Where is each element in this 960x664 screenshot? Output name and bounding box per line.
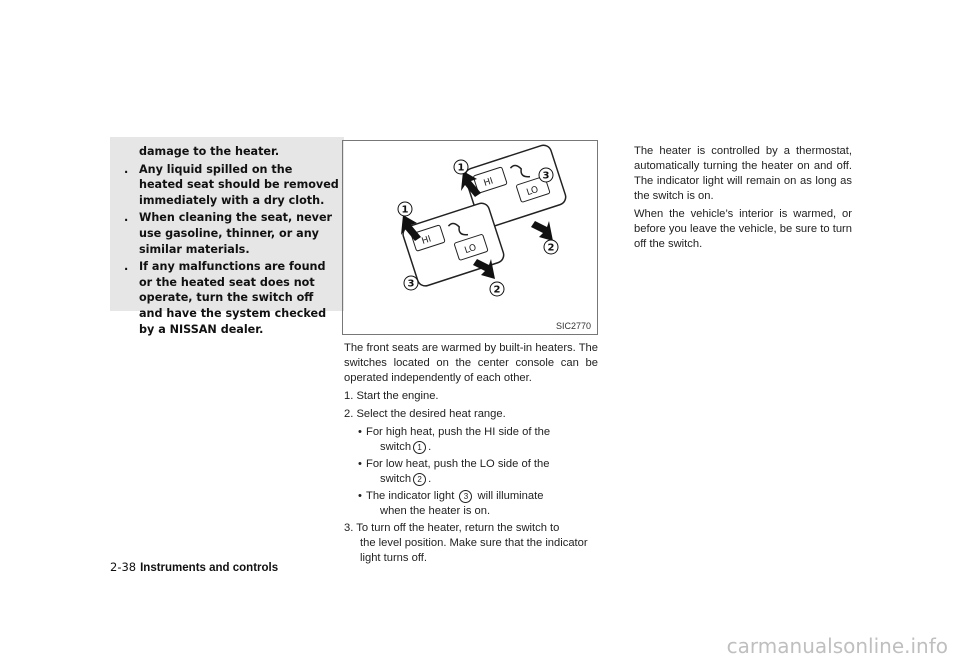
seat-switch-illustration: [343, 141, 597, 334]
intro-paragraph: The front seats are warmed by built-in heaters. The switches located on the center console can be operated independently of each other.: [344, 342, 598, 384]
callout-3: 3: [407, 278, 415, 290]
section-title: Instruments and controls: [140, 562, 279, 574]
callout-1-icon: 1: [413, 441, 426, 454]
callout-2: 2: [493, 284, 501, 296]
warning-text: [122, 144, 340, 339]
step-2: 2. Select the desired heat range.: [344, 408, 506, 420]
warning-continuation: damage to the heater.: [139, 145, 280, 158]
sub-item-lo: • For low heat, push the LO side of the switch 2 .: [358, 458, 550, 485]
sub-item-hi: • For high heat, push the HI side of the switch 1 .: [358, 426, 551, 453]
switch-off-paragraph: When the vehicle’s interior is warmed, or before you leave the vehicle, be sure to turn off the switch.: [634, 208, 852, 250]
warning-bullet: . When cleaning the seat, never use gasoline, thinner, or any similar materials.: [124, 211, 333, 256]
figure-code: SIC2770: [555, 321, 591, 331]
hi-label: HI: [482, 176, 495, 189]
sub-item-indicator: • The indicator light 3 will illuminate when the heater is on.: [358, 490, 544, 517]
lo-label: LO: [463, 242, 478, 257]
instructions-column: [344, 341, 598, 569]
callout-2-icon: 2: [413, 473, 426, 486]
page-footer: [110, 560, 278, 574]
thermostat-paragraph: The heater is controlled by a thermostat, automatically turning the heater on and off. The indicator light will remain on as long as the switch is on.: [634, 145, 852, 202]
watermark: carmanualsonline.info: [726, 634, 948, 658]
callout-3-icon: 3: [459, 490, 472, 503]
callout-1: 1: [457, 162, 465, 174]
page-number: 2-38: [110, 560, 137, 574]
bullet-dot: •: [358, 490, 362, 502]
heated-seat-switch-figure: [342, 140, 598, 335]
lo-label: LO: [525, 184, 540, 199]
warning-bullet: . If any malfunctions are found or the heated seat does not operate, turn the switch off and have the system checked by a NISSAN dealer.: [124, 260, 327, 336]
bullet-dot: •: [358, 426, 362, 438]
hi-label: HI: [420, 234, 433, 247]
callout-3: 3: [542, 170, 550, 182]
step-3: 3. To turn off the heater, return the switch to the level position. Make sure that the indicator light turns off.: [344, 522, 588, 564]
thermostat-column: [634, 144, 852, 255]
warning-bullet: . Any liquid spilled on the heated seat should be removed immediately with a dry cloth.: [124, 162, 339, 207]
callout-2: 2: [547, 242, 555, 254]
step-1: 1. Start the engine.: [344, 390, 439, 402]
callout-1: 1: [401, 204, 409, 216]
bullet-dot: •: [358, 458, 362, 470]
